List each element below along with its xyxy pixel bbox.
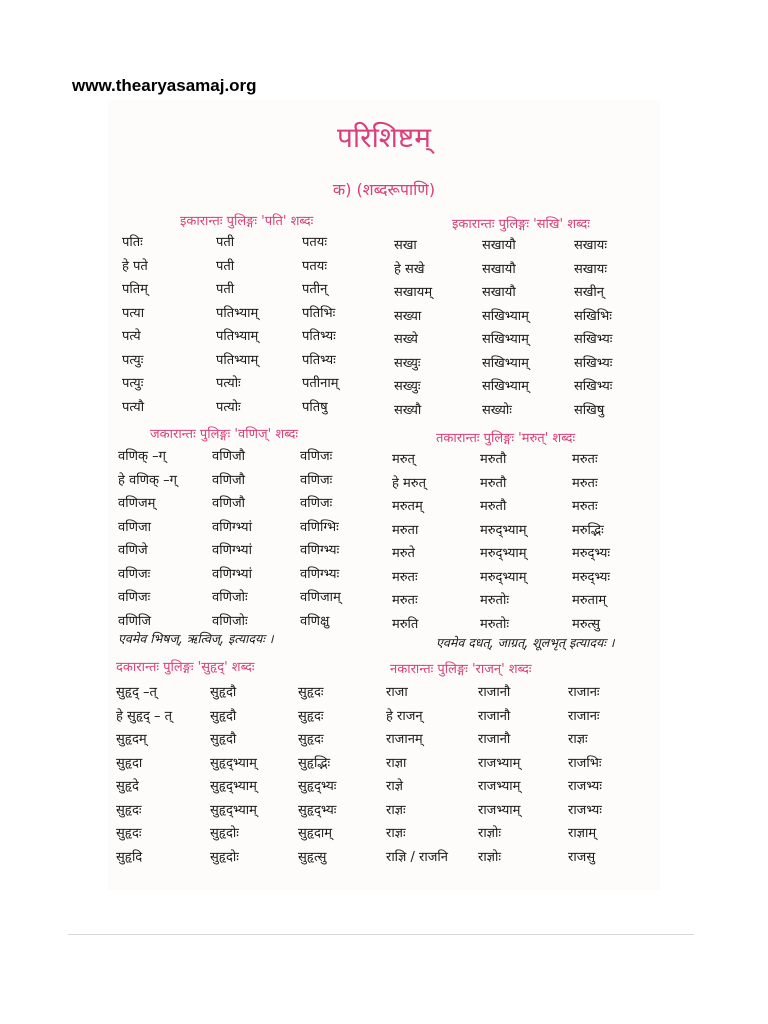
table-cell: वणिक् –ग्: [118, 449, 166, 464]
table-row: [122, 303, 362, 327]
table-cell: पत्युः: [122, 352, 144, 368]
table-cell: सखिभ्यः: [574, 332, 613, 347]
table-cell: पतिः: [122, 235, 143, 250]
table-cell: हे पते: [122, 258, 148, 274]
table-cell: सखिभ्याम्: [482, 308, 529, 324]
table-row: [392, 590, 652, 614]
table-cell: राजभ्याम्: [478, 779, 521, 794]
table-cell: सखिभ्याम्: [482, 332, 529, 347]
table-cell: सुहृद्भ्यः: [298, 802, 337, 818]
table-cell: वणिजः: [300, 472, 333, 488]
table-row: [392, 543, 652, 567]
table-cell: सख्ये: [394, 332, 418, 347]
table-cell: पतिम्: [122, 282, 148, 297]
table-cell: पती: [216, 235, 235, 250]
table-row: [394, 259, 654, 283]
table-cell: सुहृदि: [116, 849, 143, 865]
table-row: [392, 567, 652, 591]
table-cell: सखायौ: [482, 285, 516, 300]
section-heading-sakhi: इकारान्तः पुलिङ्गः 'सखि' शब्दः: [452, 217, 590, 232]
table-cell: सुहृदे: [116, 779, 139, 794]
table-row: [386, 729, 656, 753]
table-row: [394, 329, 654, 353]
table-row: [122, 350, 362, 374]
table-cell: राज्ञे: [386, 779, 404, 794]
table-row: [118, 564, 368, 588]
table-row: [392, 473, 652, 497]
table-row: [116, 776, 376, 800]
table-row: [392, 520, 652, 544]
table-row: [122, 279, 362, 303]
table-row: [118, 540, 368, 564]
table-cell: वणिग्भिः: [300, 519, 339, 535]
table-cell: वणिजौ: [212, 472, 246, 488]
table-cell: पतयः: [302, 235, 327, 250]
table-cell: राज्ञि / राजनि: [386, 849, 448, 865]
table-row: [118, 446, 368, 470]
table-cell: राजानम्: [386, 732, 423, 747]
table-cell: मरुतोः: [480, 616, 509, 632]
section-heading-marut: तकारान्तः पुलिङ्गः 'मरुत्' शब्दः: [436, 431, 576, 446]
table-cell: पती: [216, 258, 235, 274]
table-cell: राजानौ: [478, 708, 511, 724]
table-cell: पत्युः: [122, 376, 144, 391]
table-row: [386, 776, 656, 800]
table-cell: राजा: [386, 685, 408, 700]
table-cell: मरुत्सु: [572, 616, 601, 632]
table-row: [394, 235, 654, 259]
table-row: [118, 470, 368, 494]
table-cell: पतिभ्याम्: [216, 305, 259, 321]
table-cell: पती: [216, 282, 235, 297]
table-cell: सखिभिः: [574, 308, 612, 324]
table-cell: पतयः: [302, 258, 327, 274]
table-row: [118, 517, 368, 541]
table-cell: वणिजः: [118, 590, 151, 605]
table-cell: मरुताम्: [572, 593, 607, 608]
table-cell: सुहृदः: [116, 802, 142, 818]
table-cell: सुहृदोः: [210, 826, 239, 841]
table-cell: वणिजाम्: [300, 590, 341, 605]
table-cell: सखिभ्याम्: [482, 355, 529, 371]
table-cell: मरुतम्: [392, 499, 423, 514]
table-cell: सुहृद्भ्याम्: [210, 779, 257, 794]
table-row: [386, 682, 656, 706]
table-cell: पतिभ्याम्: [216, 329, 259, 344]
table-cell: सखिभ्याम्: [482, 379, 529, 394]
table-row: [122, 256, 362, 280]
table-cell: सुहृदः: [298, 685, 324, 700]
section-heading-suhrid: दकारान्तः पुलिङ्गः 'सुहृद्' शब्दः: [116, 660, 255, 675]
table-cell: राजानः: [568, 708, 600, 724]
table-cell: वणिजः: [118, 566, 151, 582]
declension-table-marut: [392, 449, 652, 637]
table-cell: पत्ये: [122, 329, 141, 344]
table-cell: मरुतः: [392, 569, 418, 585]
table-cell: सुहृदः: [298, 708, 324, 724]
table-cell: सुहृद् –त्: [116, 685, 157, 700]
table-cell: पत्यौ: [122, 399, 145, 415]
table-row: [122, 232, 362, 256]
table-cell: सख्युः: [394, 355, 421, 371]
table-cell: वणिजः: [300, 496, 333, 511]
section-heading-pati: इकारान्तः पुलिङ्गः 'पति' शब्दः: [180, 214, 314, 229]
table-cell: सखीन्: [574, 285, 605, 300]
declension-table-rajan: [386, 682, 656, 870]
table-cell: सुहृद्भिः: [298, 755, 331, 771]
table-cell: हे सखे: [394, 261, 425, 277]
table-cell: सुहृदौ: [210, 732, 237, 747]
table-cell: सुहृदः: [116, 826, 142, 841]
table-row: [116, 847, 376, 871]
table-cell: मरुतः: [572, 499, 598, 514]
table-cell: वणिग्भ्यां: [212, 566, 252, 582]
note-vanij: एवमेव भिषज्, ऋत्विज्, इत्यादयः ।: [118, 631, 274, 646]
declension-table-vanij: [118, 446, 368, 634]
table-cell: राज्ञाम्: [568, 826, 597, 841]
table-cell: सख्योः: [482, 402, 512, 418]
declension-table-pati: [122, 232, 362, 420]
table-cell: राज्ञः: [386, 826, 406, 841]
table-cell: वणिजि: [118, 613, 152, 629]
table-cell: वणिग्भ्यां: [212, 543, 252, 558]
table-row: [394, 282, 654, 306]
table-cell: वणिजौ: [212, 449, 246, 464]
table-cell: वणिजे: [118, 543, 148, 558]
table-cell: सुहृद्भ्याम्: [210, 802, 257, 818]
table-cell: पतीनाम्: [302, 376, 339, 391]
table-cell: मरुते: [392, 546, 415, 561]
table-cell: राजानौ: [478, 685, 511, 700]
table-cell: वणिग्भ्यः: [300, 566, 340, 582]
table-cell: सखायः: [574, 261, 607, 277]
table-row: [394, 306, 654, 330]
table-cell: राज्ञा: [386, 755, 407, 771]
note-marut: एवमेव दधत्, जाग्रत्, शूलभृत् इत्यादयः ।: [436, 635, 615, 650]
table-cell: सुहृदः: [298, 732, 324, 747]
table-cell: मरुतोः: [480, 593, 509, 608]
table-cell: सखायौ: [482, 238, 516, 253]
table-cell: पतिभ्याम्: [216, 352, 259, 368]
table-cell: मरुत्: [392, 452, 415, 467]
table-cell: मरुतः: [572, 475, 598, 491]
table-cell: पत्योः: [216, 376, 241, 391]
table-cell: सखिषु: [574, 402, 605, 418]
table-cell: हे वणिक् –ग्: [118, 472, 177, 488]
table-cell: सुहृदाम्: [298, 826, 332, 841]
table-row: [394, 353, 654, 377]
table-cell: राज्ञः: [386, 802, 406, 818]
table-cell: पतिभ्यः: [302, 329, 336, 344]
table-cell: राजभ्याम्: [478, 802, 521, 818]
table-cell: सखिभ्यः: [574, 379, 613, 394]
table-row: [122, 373, 362, 397]
table-cell: सुहृदोः: [210, 849, 239, 865]
table-cell: सुहृत्सु: [298, 849, 327, 865]
table-cell: मरुद्भ्यः: [572, 569, 611, 585]
table-cell: हे राजन्: [386, 708, 423, 724]
site-url: www.thearyasamaj.org: [72, 76, 257, 95]
table-cell: वणिजा: [118, 519, 152, 535]
table-cell: हे मरुत्: [392, 475, 426, 491]
table-cell: पतिभ्यः: [302, 352, 336, 368]
table-cell: सुहृदौ: [210, 685, 237, 700]
table-cell: पतिभिः: [302, 305, 336, 321]
table-cell: सख्युः: [394, 379, 421, 394]
table-cell: मरुतौ: [480, 499, 507, 514]
table-row: [116, 800, 376, 824]
table-cell: सुहृद्भ्यः: [298, 779, 337, 794]
table-cell: मरुतः: [572, 452, 598, 467]
table-cell: मरुद्भिः: [572, 522, 604, 538]
table-row: [394, 400, 654, 424]
table-cell: सखायम्: [394, 285, 433, 300]
table-cell: सुहृद्भ्याम्: [210, 755, 257, 771]
table-cell: सुहृदम्: [116, 732, 147, 747]
table-row: [116, 753, 376, 777]
table-cell: सख्या: [394, 308, 422, 324]
table-cell: राजभिः: [568, 755, 602, 771]
table-cell: सुहृदा: [116, 755, 143, 771]
table-row: [116, 823, 376, 847]
table-cell: सखायौ: [482, 261, 516, 277]
table-cell: वणिजोः: [212, 613, 248, 629]
table-row: [116, 729, 376, 753]
table-cell: वणिजः: [300, 449, 333, 464]
table-cell: राजानः: [568, 685, 600, 700]
table-row: [386, 706, 656, 730]
table-row: [386, 823, 656, 847]
table-cell: पतीन्: [302, 282, 328, 297]
table-cell: मरुद्भ्यः: [572, 546, 611, 561]
table-cell: पत्योः: [216, 399, 241, 415]
table-cell: राज्ञः: [568, 732, 588, 747]
table-row: [122, 397, 362, 421]
table-cell: सख्यौ: [394, 402, 422, 418]
table-row: [118, 493, 368, 517]
table-row: [394, 376, 654, 400]
table-cell: पत्या: [122, 305, 145, 321]
table-cell: हे सुहृद् – त्: [116, 708, 173, 724]
table-cell: सखायः: [574, 238, 607, 253]
table-cell: राजसु: [568, 849, 596, 865]
table-row: [122, 326, 362, 350]
table-cell: राजानौ: [478, 732, 511, 747]
table-cell: राजभ्यः: [568, 779, 602, 794]
table-cell: राजभ्याम्: [478, 755, 521, 771]
table-cell: पतिषु: [302, 399, 328, 415]
declension-table-suhrid: [116, 682, 376, 870]
table-row: [386, 753, 656, 777]
page-title: परिशिष्टम्: [337, 121, 431, 154]
page-divider: [68, 934, 694, 935]
table-row: [386, 847, 656, 871]
table-cell: वणिक्षु: [300, 613, 330, 629]
table-cell: मरुद्भ्याम्: [480, 522, 527, 538]
table-cell: मरुद्भ्याम्: [480, 569, 527, 585]
table-cell: मरुतः: [392, 593, 418, 608]
table-cell: वणिजौ: [212, 496, 246, 511]
table-cell: वणिजम्: [118, 496, 156, 511]
table-cell: सुहृदौ: [210, 708, 237, 724]
section-heading-vanij: जकारान्तः पुलिङ्गः 'वणिज्' शब्दः: [150, 427, 299, 442]
page-subtitle: क) (शब्दरूपाणि): [332, 180, 436, 199]
table-row: [392, 496, 652, 520]
table-row: [118, 587, 368, 611]
table-cell: मरुतौ: [480, 452, 507, 467]
table-cell: सखिभ्यः: [574, 355, 613, 371]
table-cell: राज्ञोः: [478, 826, 502, 841]
table-cell: मरुति: [392, 616, 419, 632]
table-cell: राज्ञोः: [478, 849, 502, 865]
table-cell: वणिग्भ्यः: [300, 543, 340, 558]
table-cell: सखा: [394, 238, 417, 253]
table-cell: मरुद्भ्याम्: [480, 546, 527, 561]
table-row: [116, 706, 376, 730]
table-cell: राजभ्यः: [568, 802, 602, 818]
table-row: [386, 800, 656, 824]
section-heading-rajan: नकारान्तः पुलिङ्गः 'राजन्' शब्दः: [390, 662, 532, 677]
declension-table-sakhi: [394, 235, 654, 423]
table-cell: वणिग्भ्यां: [212, 519, 252, 535]
table-cell: मरुता: [392, 522, 419, 538]
table-cell: मरुतौ: [480, 475, 507, 491]
table-cell: वणिजोः: [212, 590, 248, 605]
table-row: [392, 449, 652, 473]
table-row: [116, 682, 376, 706]
